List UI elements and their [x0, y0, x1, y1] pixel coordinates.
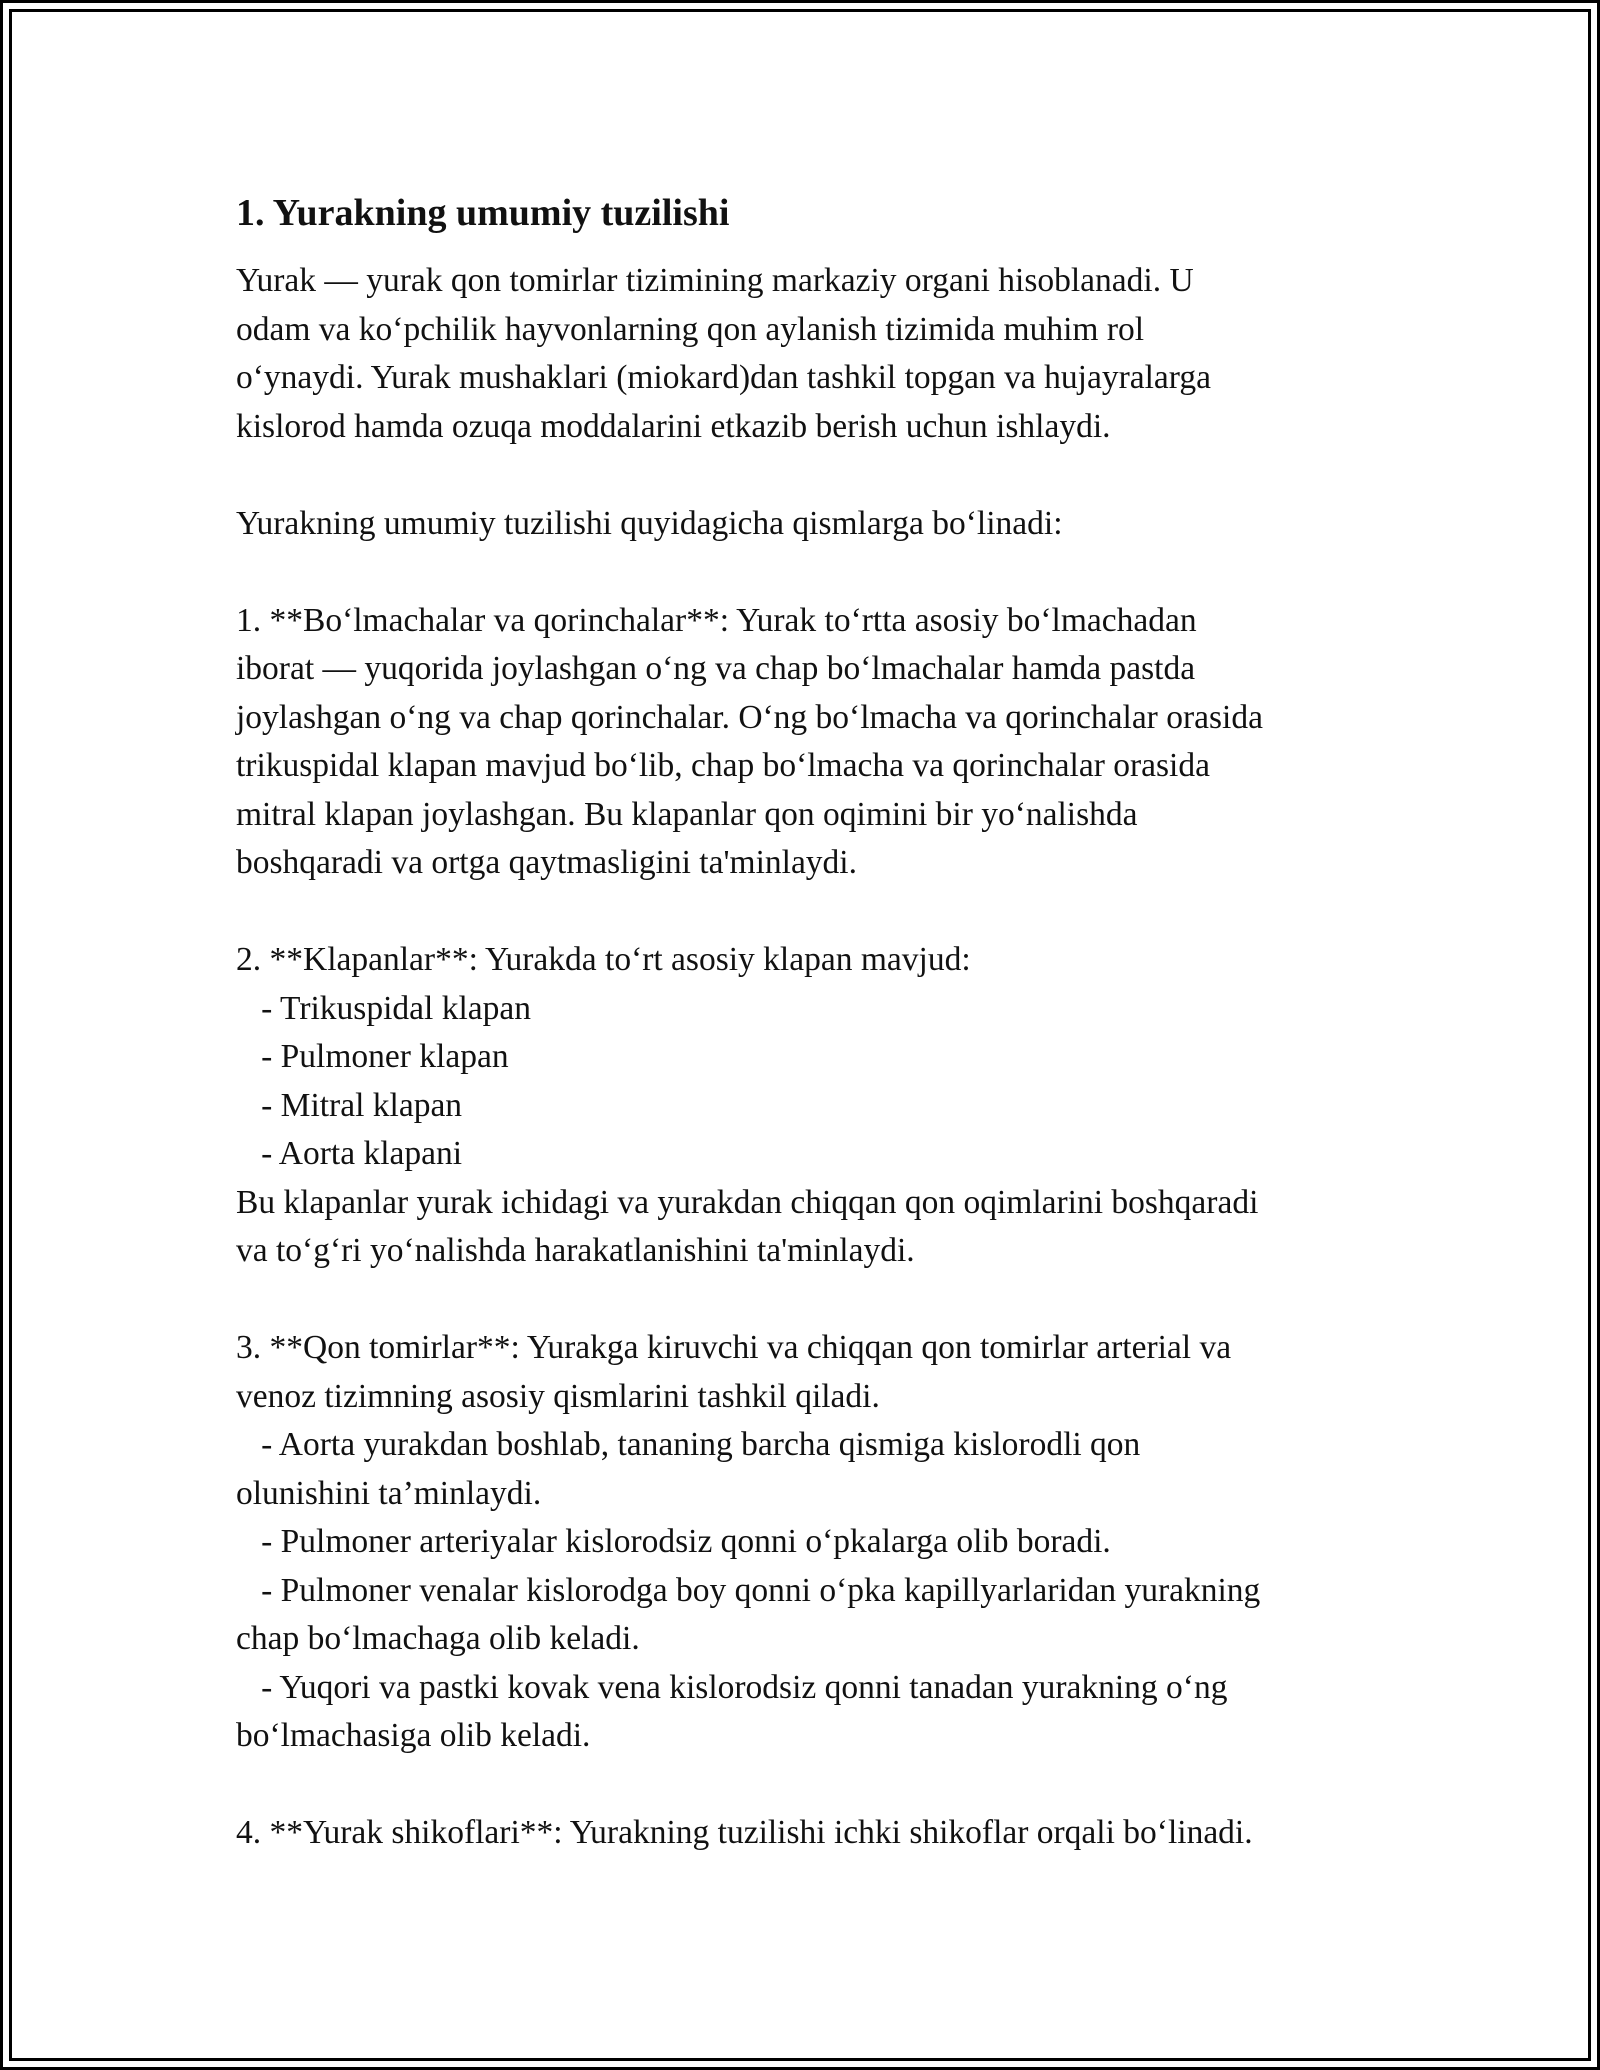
cavities-paragraph: 4. **Yurak shikoflari**: Yurakning tuzilishi ichki shikoflar orqali boʻlinadi.	[236, 1814, 1253, 1851]
valves-paragraph: 2. **Klapanlar**: Yurakda toʻrt asosiy klapan mavjud: - Trikuspidal klapan - Pulmoner klapan - Mitral klapan - Aorta klapani Bu klapanlar yurak ichidagi va yurakdan chiqqan qon oqimlarini boshqaradi va toʻgʻri yoʻnalishda harakatlanishini ta'minlaydi.	[236, 941, 1259, 1269]
paragraph-spacer	[236, 1761, 1386, 1810]
parts-intro-paragraph: Yurakning umumiy tuzilishi quyidagicha qismlarga boʻlinadi:	[236, 504, 1063, 542]
paragraph-spacer	[236, 548, 1386, 597]
vessels-paragraph: 3. **Qon tomirlar**: Yurakga kiruvchi va chiqqan qon tomirlar arterial va venoz tizimning asosiy qismlarini tashkil qiladi. - Aorta yurakdan boshlab, tananing barcha qismiga kislorodli qon olunishini ta’minlaydi. - Pulmoner arteriyalar kislorodsiz qonni oʻpkalarga olib boradi. - Pulmoner venalar kislorodga boy qonni oʻpka kapillyarlaridan yurakning chap boʻlmachaga olib keladi. - Yuqori va pastki kovak vena kislorodsiz qonni tanadan yurakning oʻng boʻlmachasiga olib keladi.	[236, 1329, 1261, 1754]
paragraph-spacer	[236, 888, 1386, 937]
chambers-paragraph: 1. **Boʻlmachalar va qorinchalar**: Yurak toʻrtta asosiy boʻlmachadan iborat — yuqorida joylashgan oʻng va chap boʻlmachalar hamda pastda joylashgan oʻng va chap qorinchalar. Oʻng boʻlmacha va qorinchalar orasida trikuspidal klapan mavjud boʻlib, chap boʻlmacha va qorinchalar orasida mitral klapan joylashgan. Bu klapanlar qon oqimini bir yoʻnalishda boshqaradi va ortga qaytmasligini ta'minlaydi.	[236, 601, 1263, 881]
paragraph-spacer	[236, 451, 1386, 500]
paragraph-spacer	[236, 1276, 1386, 1325]
intro-paragraph: Yurak — yurak qon tomirlar tizimining markaziy organi hisoblanadi. U odam va koʻpchilik hayvonlarning qon aylanish tizimida muhim rol oʻynaydi. Yurak mushaklari (miokard)dan tashkil topgan va hujayralarga kislorod hamda ozuqa moddalarini etkazib berish uchun ishlaydi.	[236, 262, 1211, 445]
document-body	[236, 187, 1386, 1858]
section-heading: 1. Yurakning umumiy tuzilishi	[236, 192, 730, 234]
